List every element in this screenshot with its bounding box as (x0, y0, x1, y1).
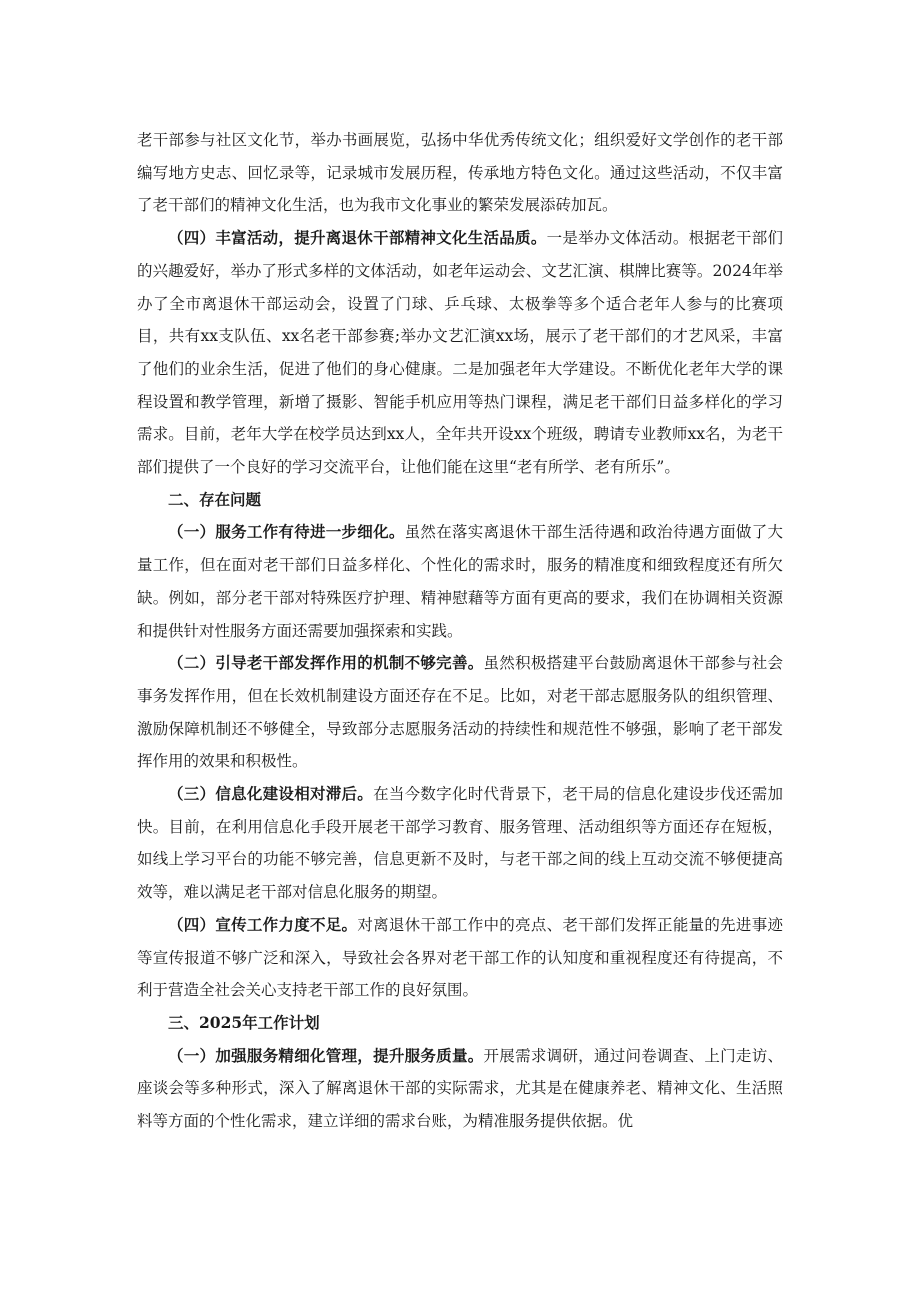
paragraph-continuation (137, 124, 783, 222)
paragraph-lead: （二）引导老干部发挥作用的机制不够完善。 (168, 653, 484, 673)
paragraph-text: 虽然积极搭建平台鼓励离退休干部参与社会事务发挥作用，但在长效机制建设方面还存在不足。比如，对老干部志愿服务队的组织管理、激励保障机制还不够健全，导致部分志愿服务活动的持续性和规范性不够强，影响了老干部发挥作用的效果和积极性。 (137, 654, 783, 771)
paragraph-problem-1 (137, 516, 783, 647)
paragraph-problem-3 (137, 778, 783, 909)
paragraph-text: 对离退休干部工作中的亮点、老干部们发挥正能量的先进事迹等宣传报道不够广泛和深入，导致社会各界对老干部工作的认知度和重视程度还有待提高，不利于营造全社会关心支持老干部工作的良好氛围。 (137, 915, 783, 1000)
paragraph-lead: （四）丰富活动，提升离退休干部精神文化生活品质。 (168, 228, 547, 248)
paragraph-activities (137, 222, 783, 484)
paragraph-lead: （四）宣传工作力度不足。 (168, 914, 358, 934)
paragraph-text: 开展需求调研，通过问卷调查、上门走访、座谈会等多种形式，深入了解离退休干部的实际需求，尤其是在健康养老、精神文化、生活照料等方面的个性化需求，建立详细的需求台账，为精准服务提供依据。优 (137, 1046, 783, 1131)
paragraph-problem-4 (137, 909, 783, 1007)
paragraph-problem-2 (137, 647, 783, 778)
section-heading-plan: 三、2025年工作计划 (168, 1012, 320, 1032)
paragraph-text: 虽然在落实离退休干部生活待遇和政治待遇方面做了大量工作，但在面对老干部们日益多样化、个性化的需求时，服务的精准度和细致程度还有所欠缺。例如，部分老干部对特殊医疗护理、精神慰藉等方面有更高的要求，我们在协调相关资源和提供针对性服务方面还需要加强探索和实践。 (137, 523, 783, 640)
paragraph-text: 在当今数字化时代背景下，老干局的信息化建设步伐还需加快。目前，在利用信息化手段开展老干部学习教育、服务管理、活动组织等方面还存在短板，如线上学习平台的功能不够完善，信息更新不及时，与老干部之间的线上互动交流不够便捷高效等，难以满足老干部对信息化服务的期望。 (137, 785, 783, 902)
paragraph-lead: （三）信息化建设相对滞后。 (168, 784, 374, 804)
paragraph-lead: （一）服务工作有待进一步细化。 (168, 522, 405, 542)
paragraph-lead: （一）加强服务精细化管理，提升服务质量。 (168, 1045, 484, 1065)
document-body (137, 124, 783, 1138)
paragraph-text: 老干部参与社区文化节，举办书画展览，弘扬中华优秀传统文化；组织爱好文学创作的老干部编写地方史志、回忆录等，记录城市发展历程，传承地方特色文化。通过这些活动，不仅丰富了老干部们的精神文化生活，也为我市文化事业的繁荣发展添砖加瓦。 (137, 131, 783, 215)
paragraph-plan-1 (137, 1040, 783, 1138)
paragraph-text: 一是举办文体活动。根据老干部们的兴趣爱好，举办了形式多样的文体活动，如老年运动会、文艺汇演、棋牌比赛等。2024年举办了全市离退休干部运动会，设置了门球、乒乓球、太极拳等多个适合老年人参与的比赛项目，共有xx支队伍、xx名老干部参赛;举办文艺汇演xx场，展示了老干部们的才艺风采，丰富了他们的业余生活，促进了他们的身心健康。二是加强老年大学建设。不断优化老年大学的课程设置和教学管理，新增了摄影、智能手机应用等热门课程，满足老干部们日益多样化的学习需求。目前，老年大学在校学员达到xx人，全年共开设xx个班级，聘请专业教师xx名，为老干部们提供了一个良好的学习交流平台，让他们能在这里“老有所学、老有所乐”。 (137, 229, 783, 477)
section-heading-problems: 二、存在问题 (168, 489, 262, 509)
